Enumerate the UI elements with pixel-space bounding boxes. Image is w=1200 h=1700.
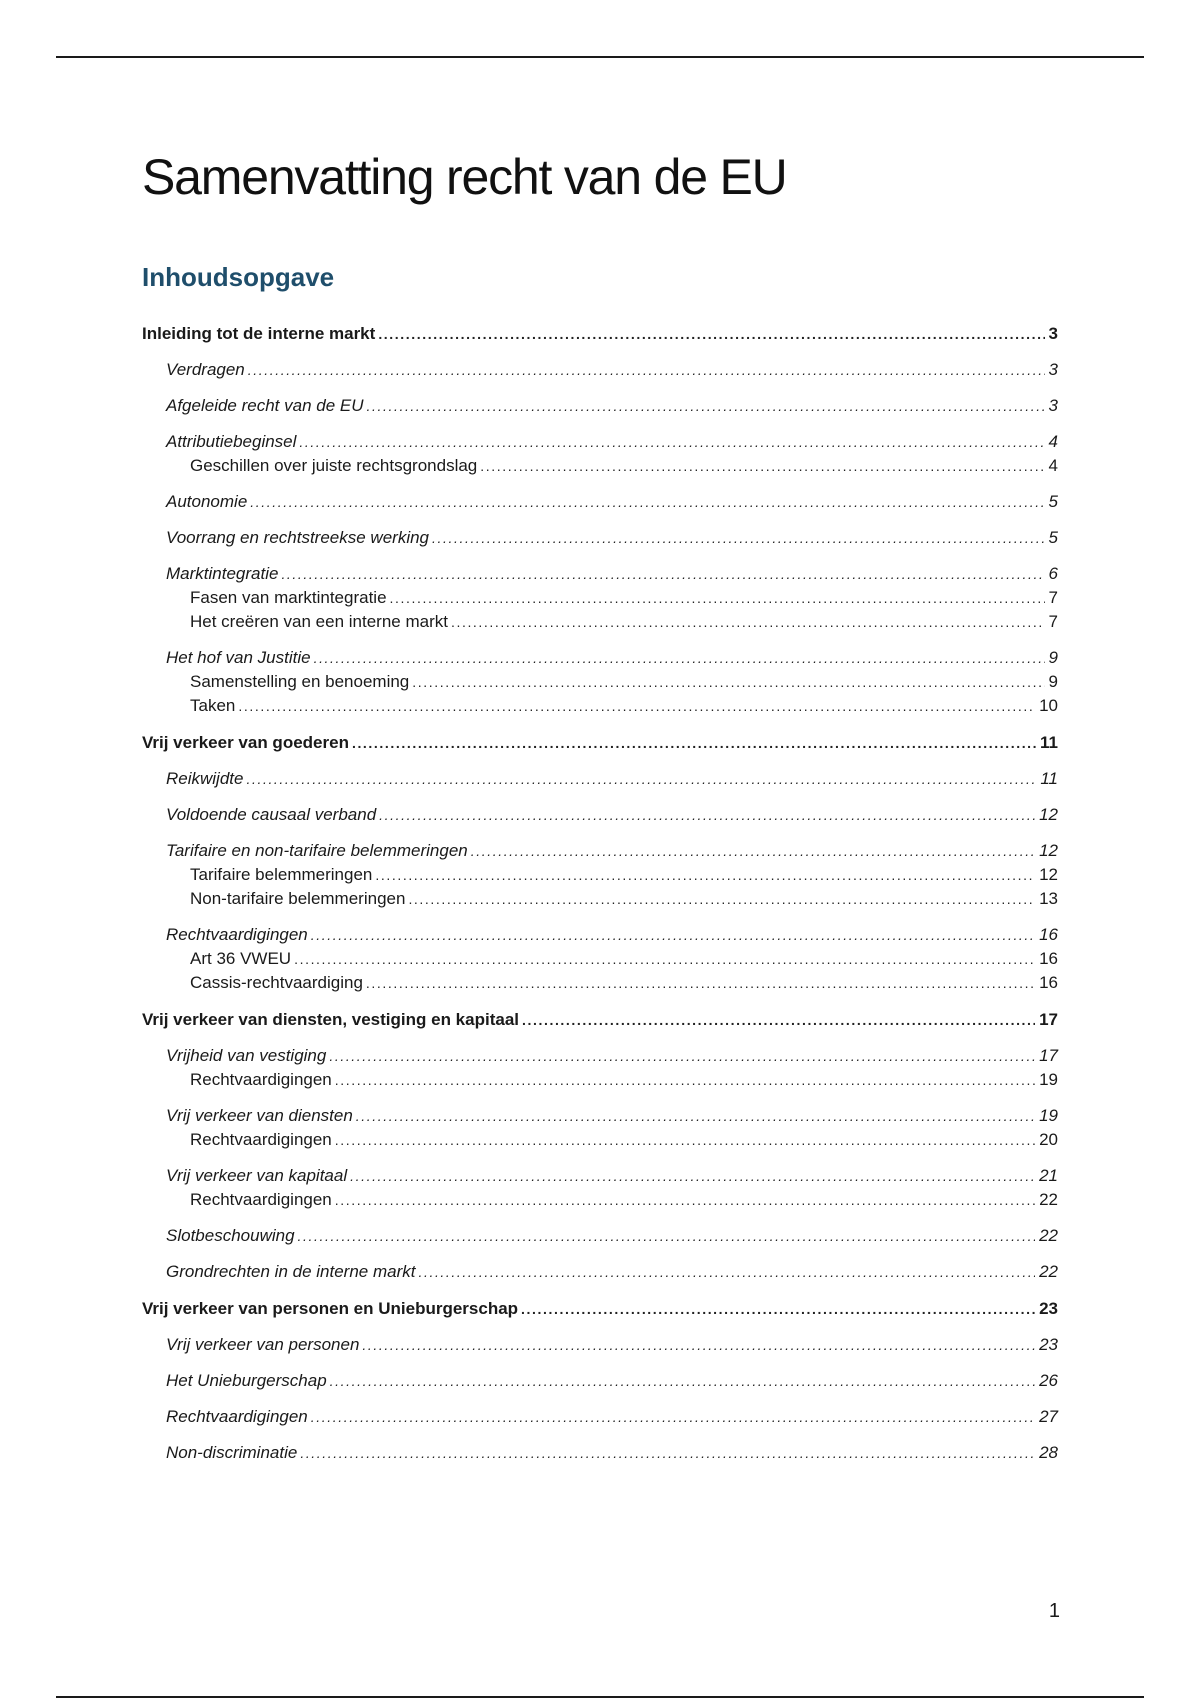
dot-leader xyxy=(311,1405,1035,1429)
toc-section-link[interactable] xyxy=(142,646,1058,670)
toc-page-number: 20 xyxy=(1039,1130,1058,1149)
toc-section xyxy=(142,767,1058,791)
toc-page-number: 3 xyxy=(1048,396,1058,415)
dot-leader xyxy=(390,586,1045,610)
toc-entry-title: Rechtvaardigingen xyxy=(190,1190,332,1209)
footer-rule xyxy=(56,1696,1144,1698)
toc-entry-title: Grondrechten in de interne markt xyxy=(166,1262,416,1281)
toc-page-number: 16 xyxy=(1039,973,1058,992)
toc-entry-title: Rechtvaardigingen xyxy=(166,925,308,944)
toc-section-link[interactable] xyxy=(142,1405,1058,1429)
toc-page-number: 19 xyxy=(1039,1070,1058,1089)
toc-section-link[interactable] xyxy=(142,1104,1058,1128)
toc-subsection-link[interactable] xyxy=(142,971,1058,995)
toc-page-number: 12 xyxy=(1039,841,1058,860)
toc-page-number: 16 xyxy=(1039,949,1058,968)
toc-entry-title: Rechtvaardigingen xyxy=(190,1130,332,1149)
toc-section xyxy=(142,923,1058,995)
dot-leader xyxy=(246,767,1036,791)
toc-entry-title: Vrij verkeer van kapitaal xyxy=(166,1166,348,1185)
toc-page-number: 22 xyxy=(1039,1226,1058,1245)
toc-section xyxy=(142,1369,1058,1393)
toc-section xyxy=(142,1104,1058,1152)
toc-page-number: 7 xyxy=(1048,612,1058,631)
toc-page-number: 17 xyxy=(1039,1010,1058,1029)
dot-leader xyxy=(480,454,1044,478)
toc-entry-title: Rechtvaardigingen xyxy=(190,1070,332,1089)
toc-page-number: 4 xyxy=(1048,432,1058,451)
dot-leader xyxy=(335,1188,1035,1212)
toc-chapter-link[interactable] xyxy=(142,1008,1058,1032)
toc-section xyxy=(142,1441,1058,1465)
toc-section xyxy=(142,1224,1058,1248)
table-of-contents xyxy=(142,322,1058,1478)
toc-entry-title: Tarifaire belemmeringen xyxy=(190,865,373,884)
toc-section xyxy=(142,430,1058,478)
toc-page-number: 10 xyxy=(1039,696,1058,715)
toc-page-number: 22 xyxy=(1039,1262,1058,1281)
dot-leader xyxy=(375,863,1035,887)
toc-entry-title: Het creëren van een interne markt xyxy=(190,612,448,631)
toc-section xyxy=(142,1333,1058,1357)
toc-section-link[interactable] xyxy=(142,923,1058,947)
toc-entry-title: Vrij verkeer van diensten, vestiging en kapitaal xyxy=(142,1010,519,1029)
toc-section-link[interactable] xyxy=(142,1260,1058,1284)
toc-entry-title: Non-tarifaire belemmeringen xyxy=(190,889,406,908)
toc-section-link[interactable] xyxy=(142,394,1058,418)
toc-entry-title: Vrij verkeer van diensten xyxy=(166,1106,353,1125)
toc-section-link[interactable] xyxy=(142,839,1058,863)
toc-chapter xyxy=(142,1297,1058,1465)
toc-subsection-link[interactable] xyxy=(142,454,1058,478)
dot-leader xyxy=(330,1369,1035,1393)
toc-section xyxy=(142,646,1058,718)
toc-page-number: 28 xyxy=(1039,1443,1058,1462)
toc-entry-title: Autonomie xyxy=(166,492,248,511)
toc-page-number: 16 xyxy=(1039,925,1058,944)
toc-heading: Inhoudsopgave xyxy=(142,262,335,292)
dot-leader xyxy=(248,358,1045,382)
toc-page-number: 12 xyxy=(1039,865,1058,884)
toc-entry-title: Het hof van Justitie xyxy=(166,648,311,667)
dot-leader xyxy=(451,610,1045,634)
toc-entry-title: Slotbeschouwing xyxy=(166,1226,295,1245)
toc-entry-title: Tarifaire en non-tarifaire belemmeringen xyxy=(166,841,468,860)
toc-entry-title: Het Unieburgerschap xyxy=(166,1371,327,1390)
toc-entry-title: Cassis-rechtvaardiging xyxy=(190,973,363,992)
dot-leader xyxy=(378,322,1044,346)
page-number: 1 xyxy=(1048,1600,1060,1622)
toc-page-number: 19 xyxy=(1039,1106,1058,1125)
toc-section xyxy=(142,1260,1058,1284)
toc-chapter xyxy=(142,322,1058,718)
toc-chapter xyxy=(142,1008,1058,1284)
toc-page-number: 7 xyxy=(1048,588,1058,607)
toc-section-link[interactable] xyxy=(142,1369,1058,1393)
dot-leader xyxy=(471,839,1035,863)
toc-section-link[interactable] xyxy=(142,526,1058,550)
toc-subsection-link[interactable] xyxy=(142,586,1058,610)
toc-section xyxy=(142,1044,1058,1092)
toc-subsection-link[interactable] xyxy=(142,863,1058,887)
toc-entry-title: Verdragen xyxy=(166,360,245,379)
dot-leader xyxy=(432,526,1045,550)
toc-page-number: 27 xyxy=(1039,1407,1058,1426)
toc-entry-title: Attributiebeginsel xyxy=(166,432,297,451)
toc-entry-title: Vrij verkeer van personen xyxy=(166,1335,360,1354)
toc-section-link[interactable] xyxy=(142,562,1058,586)
toc-section-link[interactable] xyxy=(142,1441,1058,1465)
toc-page-number: 12 xyxy=(1039,805,1058,824)
toc-section xyxy=(142,839,1058,911)
toc-section xyxy=(142,490,1058,514)
toc-section xyxy=(142,562,1058,634)
toc-page-number: 6 xyxy=(1048,564,1058,583)
toc-page-number: 9 xyxy=(1048,672,1058,691)
toc-section-link[interactable] xyxy=(142,1333,1058,1357)
dot-leader xyxy=(521,1297,1035,1321)
dot-leader xyxy=(362,1333,1035,1357)
toc-section-link[interactable] xyxy=(142,767,1058,791)
toc-entry-title: Rechtvaardigingen xyxy=(166,1407,308,1426)
dot-leader xyxy=(250,490,1044,514)
toc-entry-title: Art 36 VWEU xyxy=(190,949,292,968)
toc-subsection-link[interactable] xyxy=(142,1188,1058,1212)
dot-leader xyxy=(335,1068,1035,1092)
dot-leader xyxy=(238,694,1035,718)
toc-page-number: 13 xyxy=(1039,889,1058,908)
toc-section-link[interactable] xyxy=(142,1044,1058,1068)
toc-page-number: 3 xyxy=(1048,324,1058,343)
dot-leader xyxy=(367,394,1045,418)
toc-entry-title: Reikwijdte xyxy=(166,769,244,788)
toc-entry-title: Samenstelling en benoeming xyxy=(190,672,410,691)
dot-leader xyxy=(311,923,1035,947)
toc-entry-title: Inleiding tot de interne markt xyxy=(142,324,376,343)
toc-page-number: 4 xyxy=(1048,456,1058,475)
toc-section xyxy=(142,358,1058,382)
toc-entry-title: Voldoende causaal verband xyxy=(166,805,377,824)
toc-entry-title: Vrij verkeer van goederen xyxy=(142,733,349,752)
toc-entry-title: Afgeleide recht van de EU xyxy=(166,396,364,415)
toc-section xyxy=(142,1164,1058,1212)
dot-leader xyxy=(281,562,1044,586)
toc-page-number: 11 xyxy=(1040,733,1058,752)
toc-chapter-link[interactable] xyxy=(142,731,1058,755)
toc-subsection-link[interactable] xyxy=(142,1068,1058,1092)
dot-leader xyxy=(352,731,1036,755)
toc-page-number: 3 xyxy=(1048,360,1058,379)
toc-page-number: 5 xyxy=(1048,492,1058,511)
dot-leader xyxy=(412,670,1044,694)
toc-section-link[interactable] xyxy=(142,1224,1058,1248)
dot-leader xyxy=(300,1441,1035,1465)
toc-subsection-link[interactable] xyxy=(142,610,1058,634)
toc-page-number: 17 xyxy=(1039,1046,1058,1065)
toc-page-number: 21 xyxy=(1039,1166,1058,1185)
toc-entry-title: Marktintegratie xyxy=(166,564,279,583)
page-title: Samenvatting recht van de EU xyxy=(142,149,787,205)
dot-leader xyxy=(350,1164,1035,1188)
toc-subsection-link[interactable] xyxy=(142,1128,1058,1152)
toc-section-link[interactable] xyxy=(142,803,1058,827)
toc-page-number: 23 xyxy=(1039,1299,1058,1318)
toc-entry-title: Geschillen over juiste rechtsgrondslag xyxy=(190,456,478,475)
toc-section-link[interactable] xyxy=(142,430,1058,454)
dot-leader xyxy=(298,1224,1036,1248)
dot-leader xyxy=(366,971,1035,995)
toc-section-link[interactable] xyxy=(142,1164,1058,1188)
toc-page-number: 23 xyxy=(1039,1335,1058,1354)
toc-chapter-link[interactable] xyxy=(142,1297,1058,1321)
toc-section xyxy=(142,526,1058,550)
dot-leader xyxy=(418,1260,1035,1284)
toc-entry-title: Voorrang en rechtstreekse werking xyxy=(166,528,430,547)
toc-entry-title: Vrij verkeer van personen en Unieburgerschap xyxy=(142,1299,519,1318)
toc-section xyxy=(142,1405,1058,1429)
toc-section-link[interactable] xyxy=(142,358,1058,382)
dot-leader xyxy=(329,1044,1035,1068)
toc-entry-title: Vrijheid van vestiging xyxy=(166,1046,327,1065)
toc-page-number: 9 xyxy=(1048,648,1058,667)
toc-chapter-link[interactable] xyxy=(142,322,1058,346)
toc-subsection-link[interactable] xyxy=(142,947,1058,971)
toc-entry-title: Non-discriminatie xyxy=(166,1443,298,1462)
toc-section xyxy=(142,394,1058,418)
toc-section xyxy=(142,803,1058,827)
toc-chapter xyxy=(142,731,1058,995)
toc-page-number: 11 xyxy=(1040,769,1058,788)
dot-leader xyxy=(299,430,1044,454)
toc-page-number: 5 xyxy=(1048,528,1058,547)
dot-leader xyxy=(522,1008,1035,1032)
header-rule xyxy=(56,56,1144,58)
toc-page-number: 26 xyxy=(1039,1371,1058,1390)
toc-section-link[interactable] xyxy=(142,490,1058,514)
dot-leader xyxy=(335,1128,1035,1152)
toc-subsection-link[interactable] xyxy=(142,694,1058,718)
toc-subsection-link[interactable] xyxy=(142,887,1058,911)
toc-subsection-link[interactable] xyxy=(142,670,1058,694)
dot-leader xyxy=(294,947,1035,971)
dot-leader xyxy=(408,887,1035,911)
dot-leader xyxy=(356,1104,1035,1128)
dot-leader xyxy=(314,646,1045,670)
dot-leader xyxy=(379,803,1035,827)
toc-page-number: 22 xyxy=(1039,1190,1058,1209)
toc-entry-title: Taken xyxy=(190,696,236,715)
toc-entry-title: Fasen van marktintegratie xyxy=(190,588,387,607)
